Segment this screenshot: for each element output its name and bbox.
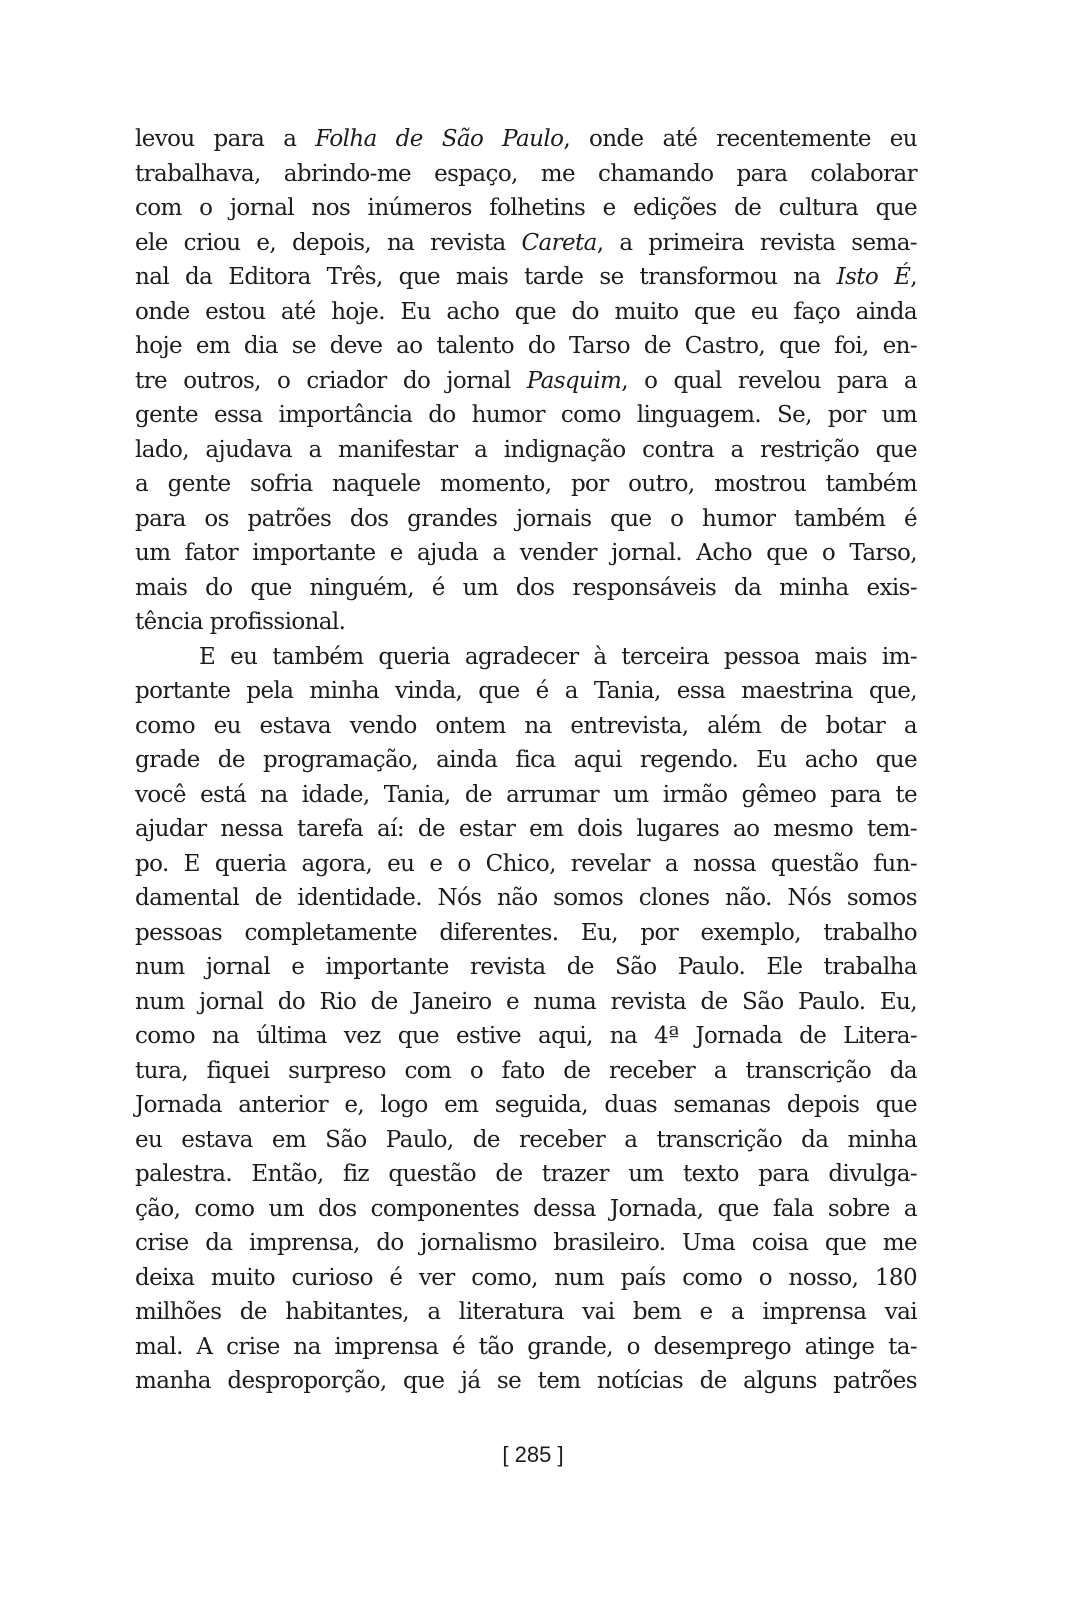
text-line: [135, 433, 917, 468]
text-segment: ção, como um dos componentes dessa Jornada, que fala sobre a: [135, 1195, 917, 1222]
text-segment: mal. A crise na imprensa é tão grande, o desemprego atinge ta-: [135, 1333, 917, 1360]
text-segment: tura, fiquei surpreso com o fato de receber a transcrição da: [135, 1057, 917, 1084]
text-segment: tência profissional.: [135, 609, 346, 635]
text-line: [135, 329, 917, 364]
text-line: [135, 364, 917, 399]
text-line: [135, 950, 917, 985]
text-line: [135, 502, 917, 537]
text-line: [135, 985, 917, 1020]
text-segment: levou para a: [135, 126, 316, 152]
text-line: [135, 640, 917, 675]
text-segment: pessoas completamente diferentes. Eu, por exemplo, trabalho: [135, 919, 917, 946]
text-line: [135, 1019, 917, 1054]
text-line: [135, 1364, 917, 1399]
text-segment: portante pela minha vinda, que é a Tania, essa maestrina que,: [135, 678, 917, 704]
text-segment: damental de identidade. Nós não somos clones não. Nós somos: [135, 885, 917, 911]
text-line: [135, 536, 917, 571]
text-segment: como na última vez que estive aqui, na 4ª Jornada de Litera-: [135, 1023, 917, 1049]
italic-title: Careta: [521, 229, 597, 256]
text-line: [135, 674, 917, 709]
italic-title: Pasquim: [526, 367, 622, 394]
text-segment: E eu também queria agradecer à terceira pessoa mais im-: [199, 643, 917, 670]
text-segment: um fator importante e ajuda a vender jornal. Acho que o Tarso,: [135, 540, 917, 566]
text-segment: manha desproporção, que já se tem notícias de alguns patrões: [135, 1368, 917, 1394]
text-line: [135, 1157, 917, 1192]
text-segment: , o qual revelou para a: [621, 367, 918, 394]
text-line: [135, 812, 917, 847]
body-text: [135, 122, 917, 1399]
text-segment: grade de programação, ainda fica aqui regendo. Eu acho que: [135, 747, 917, 773]
text-segment: para os patrões dos grandes jornais que o humor também é: [135, 505, 917, 532]
text-segment: ajudar nessa tarefa aí: de estar em dois lugares ao mesmo tem-: [135, 816, 917, 842]
text-line: [135, 157, 917, 192]
text-segment: lado, ajudava a manifestar a indignação contra a restrição que: [135, 436, 917, 463]
page-number: [ 285 ]: [502, 1442, 564, 1467]
text-line: [135, 1261, 917, 1296]
text-segment: nal da Editora Três, que mais tarde se transformou na: [135, 264, 837, 290]
text-segment: crise da imprensa, do jornalismo brasileiro. Uma coisa que me: [135, 1230, 917, 1256]
text-line: [135, 1088, 917, 1123]
italic-title: Isto É: [836, 264, 911, 290]
text-segment: trabalhava, abrindo-me espaço, me chamando para colaborar: [135, 160, 917, 187]
text-line: [135, 1192, 917, 1227]
text-segment: gente essa importância do humor como linguagem. Se, por um: [135, 402, 917, 428]
text-line: [135, 709, 917, 744]
text-line: [135, 743, 917, 778]
text-line: [135, 1123, 917, 1158]
text-segment: po. E queria agora, eu e o Chico, revelar a nossa questão fun-: [135, 850, 917, 877]
text-segment: Jornada anterior e, logo em seguida, duas semanas depois que: [135, 1092, 917, 1118]
text-segment: milhões de habitantes, a literatura vai bem e a imprensa vai: [135, 1299, 917, 1325]
text-segment: ele criou e, depois, na revista: [135, 229, 522, 256]
text-segment: hoje em dia se deve ao talento do Tarso de Castro, que foi, en-: [135, 333, 917, 359]
text-segment: tre outros, o criador do jornal: [135, 367, 527, 394]
text-line: [135, 1054, 917, 1089]
text-line: [135, 122, 917, 157]
text-segment: a gente sofria naquele momento, por outro, mostrou também: [135, 471, 917, 497]
text-line: [135, 1295, 917, 1330]
text-line: [135, 295, 917, 330]
text-line: [135, 778, 917, 813]
text-segment: , onde até recentemente eu: [563, 126, 918, 152]
text-line: [135, 398, 917, 433]
text-line: [135, 605, 917, 640]
text-segment: mais do que ninguém, é um dos responsáveis da minha exis-: [135, 574, 917, 601]
text-line: [135, 467, 917, 502]
text-segment: com o jornal nos inúmeros folhetins e edições de cultura que: [135, 195, 917, 221]
text-segment: como eu estava vendo ontem na entrevista, além de botar a: [135, 712, 917, 739]
text-segment: , a primeira revista sema-: [596, 229, 917, 256]
text-line: [135, 571, 917, 606]
text-segment: deixa muito curioso é ver como, num país como o nosso, 180: [135, 1264, 917, 1291]
text-line: [135, 1330, 917, 1365]
text-line: [135, 881, 917, 916]
text-line: [135, 226, 917, 261]
text-segment: num jornal e importante revista de São Paulo. Ele trabalha: [135, 954, 917, 980]
text-segment: num jornal do Rio de Janeiro e numa revista de São Paulo. Eu,: [135, 988, 917, 1015]
text-line: [135, 1226, 917, 1261]
text-segment: onde estou até hoje. Eu acho que do muito que eu faço ainda: [135, 298, 917, 325]
italic-title: Folha de São Paulo: [315, 126, 564, 152]
text-segment: ,: [910, 264, 917, 290]
text-segment: eu estava em São Paulo, de receber a transcrição da minha: [135, 1126, 917, 1153]
text-line: [135, 191, 917, 226]
text-line: [135, 847, 917, 882]
text-line: [135, 916, 917, 951]
text-segment: você está na idade, Tania, de arrumar um irmão gêmeo para te: [135, 781, 917, 808]
text-segment: palestra. Então, fiz questão de trazer um texto para divulga-: [135, 1161, 917, 1187]
text-line: [135, 260, 917, 295]
